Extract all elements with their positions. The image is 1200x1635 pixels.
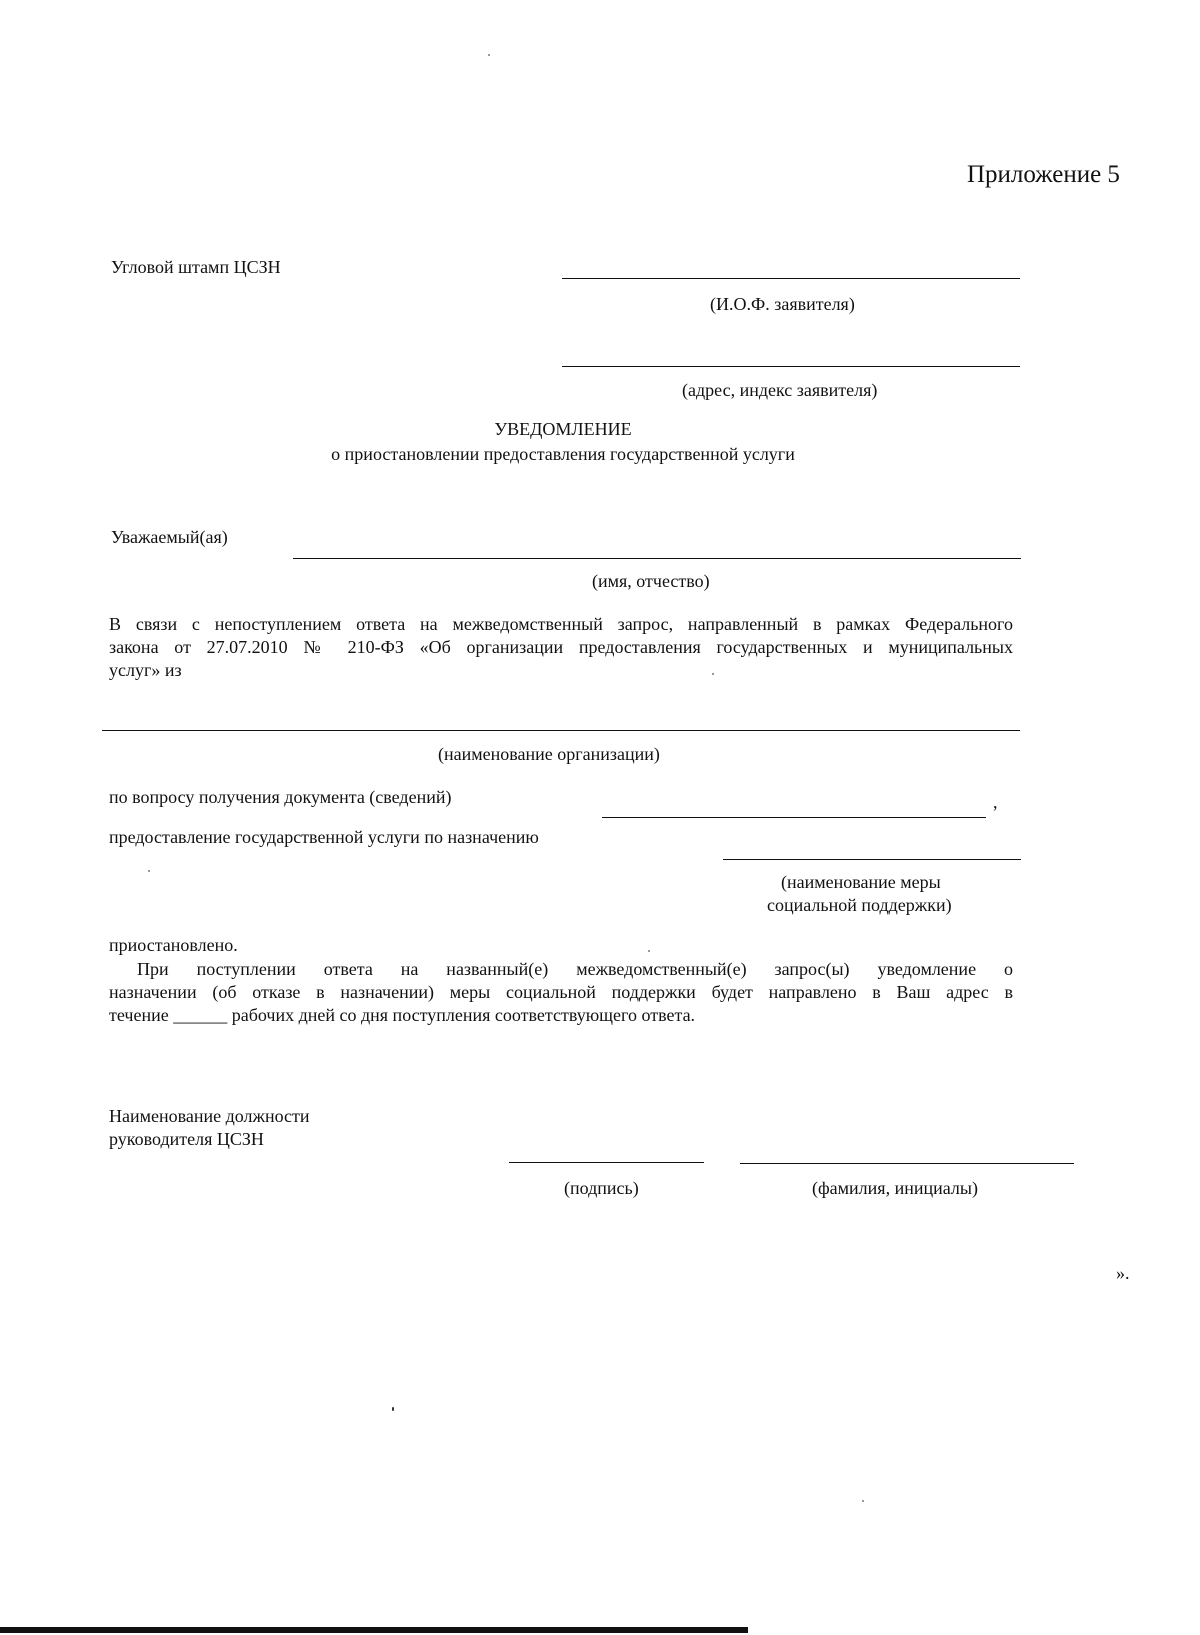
position-title-line-1: Наименование должности xyxy=(109,1106,310,1126)
scan-bottom-edge xyxy=(0,1627,748,1633)
appendix-number: Приложение 5 xyxy=(967,161,1120,188)
document-subtitle: о приостановлении предоставления государственной услуги xyxy=(331,444,795,464)
notice-term-start: течение xyxy=(109,1005,169,1025)
greeting-label: Уважаемый(ая) xyxy=(111,527,228,547)
recipient-name-caption: (имя, отчество) xyxy=(592,571,710,591)
document-title: УВЕДОМЛЕНИЕ xyxy=(494,419,632,439)
document-line-comma: , xyxy=(993,792,998,812)
applicant-name-caption: (И.О.Ф. заявителя) xyxy=(710,294,855,314)
organization-name-line xyxy=(102,730,1020,731)
scan-speck xyxy=(488,54,490,56)
applicant-name-line xyxy=(562,278,1020,279)
scan-speck xyxy=(712,673,714,675)
scan-speck xyxy=(392,1407,394,1411)
notice-line-1: При поступлении ответа на названный(е) межведомственный(е) запрос(ы) уведомление о xyxy=(137,959,1013,979)
scan-speck xyxy=(862,1500,864,1502)
suspended-word: приостановлено. xyxy=(109,935,238,955)
notice-term-end: рабочих дней со дня поступления соответствующего ответа. xyxy=(231,1005,696,1025)
notice-line-3 xyxy=(109,1004,695,1026)
name-initials-line xyxy=(740,1163,1074,1164)
body-text-line-1: В связи с непоступлением ответа на межведомственный запрос, направленный в рамках Федерального xyxy=(109,614,1013,634)
document-question-label: по вопросу получения документа (сведений) xyxy=(109,787,452,807)
signature-line xyxy=(509,1162,704,1163)
document-name-line xyxy=(602,817,986,818)
support-measure-caption-2: социальной поддержки) xyxy=(767,895,952,915)
name-initials-caption: (фамилия, инициалы) xyxy=(812,1178,978,1198)
support-measure-line xyxy=(723,859,1021,860)
organization-caption: (наименование организации) xyxy=(438,744,660,764)
applicant-address-line xyxy=(562,366,1020,367)
applicant-address-caption: (адрес, индекс заявителя) xyxy=(682,380,878,400)
recipient-name-line xyxy=(293,558,1021,559)
support-measure-caption-1: (наименование меры xyxy=(781,872,941,892)
scan-speck xyxy=(648,950,650,952)
body-text-line-3: услуг» из xyxy=(109,660,182,680)
closing-quote-mark: ». xyxy=(1116,1263,1130,1283)
body-text-line-2: закона от 27.07.2010 № 210-ФЗ «Об организации предоставления государственных и муниципальных xyxy=(109,637,1013,657)
service-provision-label: предоставление государственной услуги по назначению xyxy=(109,827,539,847)
notice-days-blank: ______ xyxy=(173,1005,228,1025)
corner-stamp-label: Угловой штамп ЦСЗН xyxy=(111,257,281,277)
notice-line-2: назначении (об отказе в назначении) меры социальной поддержки будет направлено в Ваш адрес в xyxy=(109,982,1013,1002)
scan-speck xyxy=(148,870,150,872)
position-title-line-2: руководителя ЦСЗН xyxy=(109,1129,264,1149)
signature-caption: (подпись) xyxy=(564,1178,639,1198)
